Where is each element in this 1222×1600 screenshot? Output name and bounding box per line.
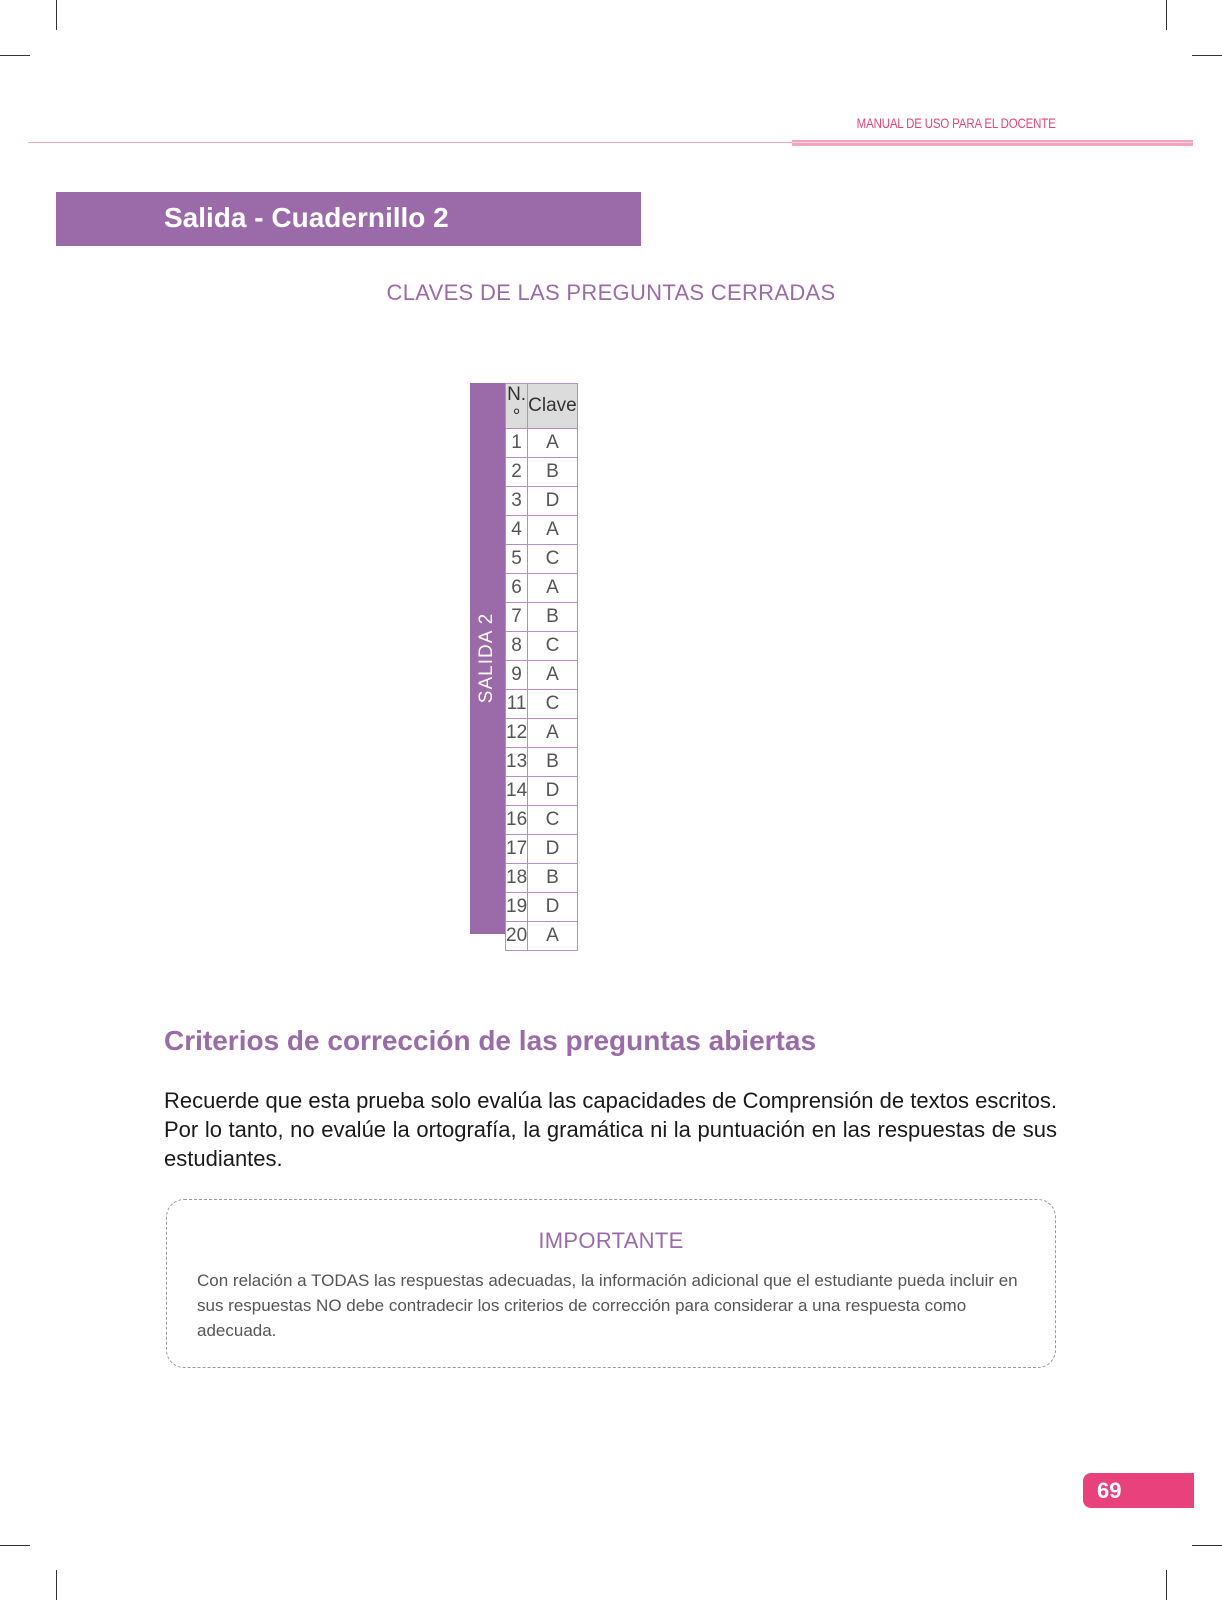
header-rule — [28, 142, 792, 143]
question-number-cell: 9 — [506, 661, 528, 690]
crop-mark — [1166, 1570, 1167, 1600]
question-number-cell: 16 — [506, 806, 528, 835]
table-row — [506, 603, 578, 632]
page-number-tab — [1083, 1473, 1194, 1508]
running-header-title: MANUAL DE USO PARA EL DOCENTE — [857, 115, 1056, 131]
question-number-cell: 13 — [506, 748, 528, 777]
criterios-paragraph: Recuerde que esta prueba solo evalúa las capacidades de Comprensión de textos escritos. Por lo tanto, no evalúe la ortografía, la gramática ni la puntuación en las respuestas de sus estudiantes. — [164, 1088, 1057, 1171]
question-number-cell: 8 — [506, 632, 528, 661]
answer-key-cell: D — [528, 777, 578, 806]
answer-key-cell: A — [528, 661, 578, 690]
table-row — [506, 806, 578, 835]
answer-key-cell: B — [528, 864, 578, 893]
answer-key-cell: B — [528, 603, 578, 632]
table-row — [506, 777, 578, 806]
table-side-label — [470, 383, 505, 934]
table-header-row — [506, 384, 578, 429]
question-number-cell: 14 — [506, 777, 528, 806]
section-subtitle: CLAVES DE LAS PREGUNTAS CERRADAS — [386, 280, 836, 305]
table-row — [506, 835, 578, 864]
answer-key-cell: C — [528, 545, 578, 574]
table-row — [506, 922, 578, 951]
answer-key-cell: A — [528, 516, 578, 545]
page-number: 69 — [1097, 1478, 1122, 1503]
answer-key-cell: D — [528, 487, 578, 516]
crop-mark — [56, 1570, 57, 1600]
answer-key-cell: D — [528, 893, 578, 922]
crop-mark — [0, 1545, 30, 1546]
section-title: Salida - Cuadernillo 2 — [164, 202, 449, 233]
crop-mark — [1192, 55, 1222, 56]
answer-key-cell: D — [528, 835, 578, 864]
question-number-cell: 20 — [506, 922, 528, 951]
side-label-text: SALIDA 2 — [476, 612, 497, 704]
answer-key-cell: A — [528, 922, 578, 951]
question-number-cell: 1 — [506, 429, 528, 458]
keys-grid — [505, 383, 578, 951]
section-banner — [56, 192, 641, 246]
important-text: Con relación a TODAS las respuestas adecuadas, la información adicional que el estudiante pueda incluir en sus respuestas NO debe contradecir los criterios de corrección para considerar a una respuesta como adecuada. — [197, 1271, 1018, 1340]
question-number-cell: 7 — [506, 603, 528, 632]
question-number-cell: 4 — [506, 516, 528, 545]
question-number-cell: 6 — [506, 574, 528, 603]
question-number-cell: 11 — [506, 690, 528, 719]
question-number-cell: 5 — [506, 545, 528, 574]
column-header-key: Clave — [528, 384, 578, 429]
crop-mark — [1192, 1545, 1222, 1546]
question-number-cell: 17 — [506, 835, 528, 864]
table-row — [506, 690, 578, 719]
criterios-heading: Criterios de corrección de las preguntas abiertas — [164, 1025, 817, 1056]
crop-mark — [1166, 0, 1167, 30]
answer-key-cell: C — [528, 806, 578, 835]
answer-key-cell: C — [528, 632, 578, 661]
answer-key-cell: B — [528, 748, 578, 777]
question-number-cell: 3 — [506, 487, 528, 516]
table-row — [506, 719, 578, 748]
table-row — [506, 458, 578, 487]
table-row — [506, 574, 578, 603]
table-row — [506, 893, 578, 922]
answer-key-cell: B — [528, 458, 578, 487]
answer-key-cell: C — [528, 690, 578, 719]
crop-mark — [0, 55, 30, 56]
question-number-cell: 2 — [506, 458, 528, 487]
header-accent-bar — [792, 140, 1193, 146]
table-row — [506, 864, 578, 893]
question-number-cell: 12 — [506, 719, 528, 748]
important-note-box — [166, 1199, 1056, 1368]
answer-key-cell: A — [528, 429, 578, 458]
crop-mark — [56, 0, 57, 30]
table-row — [506, 516, 578, 545]
table-row — [506, 632, 578, 661]
important-title: IMPORTANTE — [538, 1228, 684, 1253]
table-row — [506, 661, 578, 690]
question-number-cell: 18 — [506, 864, 528, 893]
table-row — [506, 429, 578, 458]
answer-key-cell: A — [528, 574, 578, 603]
answer-key-cell: A — [528, 719, 578, 748]
column-header-number: N.° — [507, 384, 527, 427]
table-row — [506, 545, 578, 574]
table-row — [506, 487, 578, 516]
table-row — [506, 748, 578, 777]
question-number-cell: 19 — [506, 893, 528, 922]
